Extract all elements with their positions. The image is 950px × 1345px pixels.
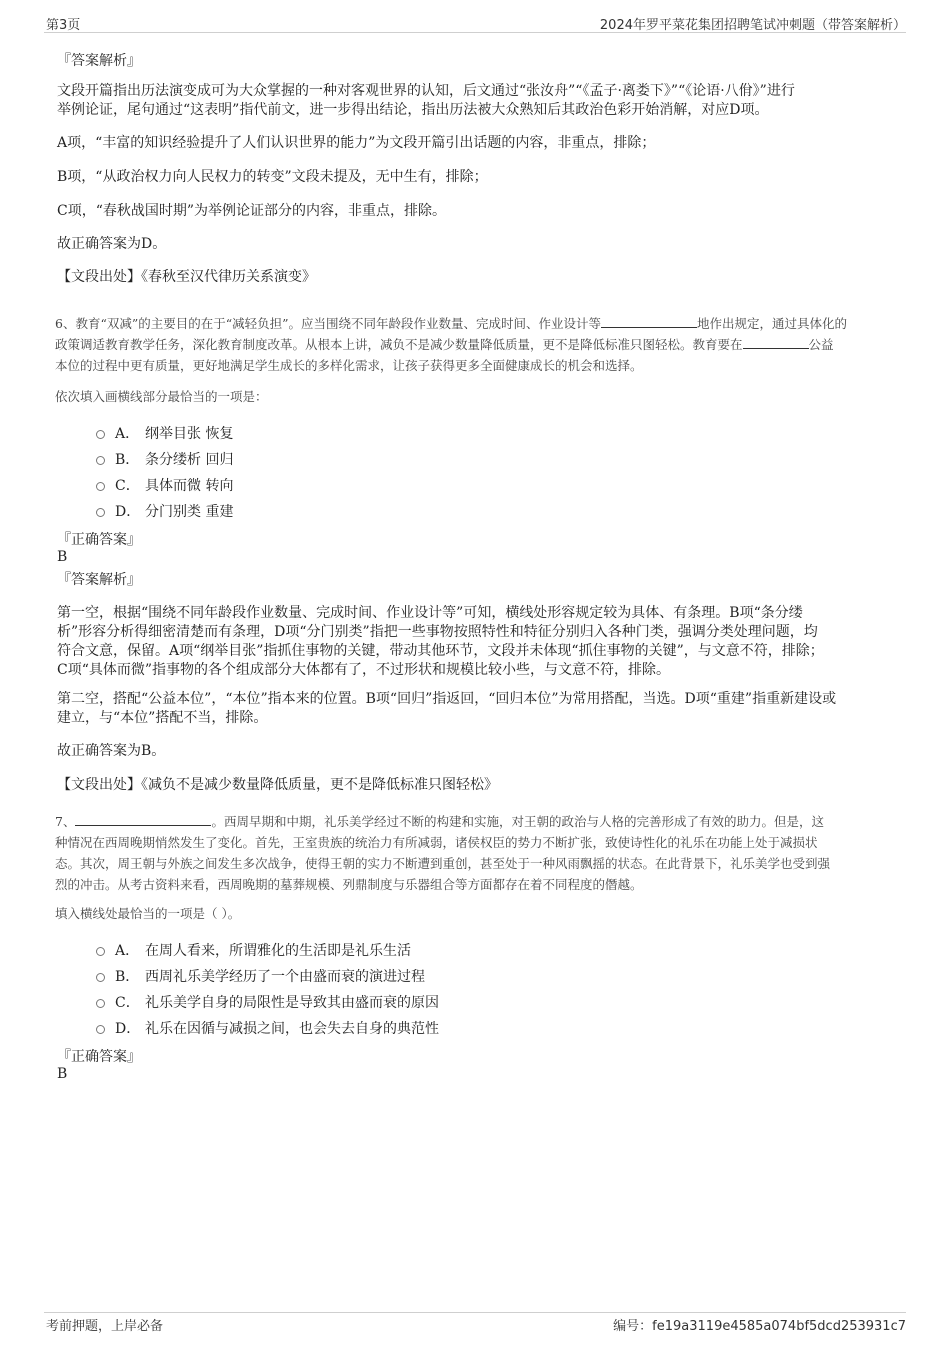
document-id: 编号：fe19a3119e4585a074bf5dcd253931c7 [613, 1319, 906, 1334]
q6-option-a[interactable]: A． 纲举目张 恢复 [96, 423, 233, 443]
page-footer [44, 1312, 906, 1337]
answer-conclusion: 故正确答案为D。 [57, 236, 167, 252]
q7-option-d[interactable]: D． 礼乐在因循与减损之间，也会失去自身的典范性 [96, 1018, 439, 1038]
q7-option-a[interactable]: A． 在周人看来，所谓雅化的生活即是礼乐生活 [96, 940, 411, 960]
correct-answer-label: 『正确答案』 [57, 532, 141, 548]
radio-icon[interactable] [96, 508, 105, 517]
question-7-prompt: 填入横线处最恰当的一项是（ ）。 [55, 906, 241, 921]
source-note: 【文段出处】《春秋至汉代律历关系演变》 [57, 269, 316, 285]
radio-icon[interactable] [96, 482, 105, 491]
radio-icon[interactable] [96, 430, 105, 439]
analysis-paragraph: 第二空，搭配“公益本位”，“本位”指本来的位置。B项“回归”指返回，“回归本位”为常用搭配，当选。D项“重建”指重新建设或 建立，与“本位”搭配不当，排除。 [57, 691, 837, 726]
q6-option-b[interactable]: B． 条分缕析 回归 [96, 449, 233, 469]
analysis-paragraph: 文段开篇指出历法演变成可为大众掌握的一种对客观世界的认知，后文通过“张汝舟”“《孟子·离娄下》”“《论语·八佾》”进行 举例论证，尾句通过“这表明”指代前文，进一步得出结论，指出历法被大众熟知后其政治色彩开始消解，对应D项。 [57, 83, 795, 118]
analysis-paragraph: 第一空，根据“围绕不同年龄段作业数量、完成时间、作业设计等”可知，横线处形容规定较为具体、有条理。B项“条分缕 析”形容分析得细密清楚而有条理，D项“分门别类”指把一些事物按照特性和特征分别归入各种门类，强调分类处理问题，均 符合文意，保留。A项“纲举目张”指抓住事物的关键，带动其他环节，文段并未体现“抓住事物的关键”，与文意不符，排除； C项“具体而微”指事物的各个组成部分大体都有了，不过形状和规模比较小些，与文意不符，排除。 [57, 605, 824, 678]
source-note: 【文段出处】《减负不是减少数量降低质量，更不是降低标准只图轻松》 [57, 777, 498, 793]
footer-slogan: 考前押题，上岸必备 [46, 1319, 164, 1334]
radio-icon[interactable] [96, 973, 105, 982]
q7-option-b[interactable]: B． 西周礼乐美学经历了一个由盛而衰的演进过程 [96, 966, 425, 986]
q6-option-c[interactable]: C． 具体而微 转向 [96, 475, 233, 495]
q6-option-d[interactable]: D． 分门别类 重建 [96, 501, 233, 521]
blank-line [743, 347, 809, 349]
question-6-prompt: 依次填入画横线部分最恰当的一项是： [55, 389, 268, 404]
answer-conclusion: 故正确答案为B。 [57, 743, 166, 759]
document-title: 2024年罗平菜花集团招聘笔试冲刺题（带答案解析） [599, 18, 906, 33]
correct-answer: B [57, 1066, 68, 1082]
analysis-option-c: C项，“春秋战国时期”为举例论证部分的内容，非重点，排除。 [57, 203, 447, 219]
analysis-label: 『答案解析』 [57, 53, 141, 69]
radio-icon[interactable] [96, 947, 105, 956]
correct-answer-label: 『正确答案』 [57, 1049, 141, 1065]
page-number: 第3页 [46, 18, 81, 33]
page-header [44, 12, 906, 33]
analysis-option-a: A项，“丰富的知识经验提升了人们认识世界的能力”为文段开篇引出话题的内容，非重点，排除； [57, 135, 656, 151]
radio-icon[interactable] [96, 999, 105, 1008]
radio-icon[interactable] [96, 456, 105, 465]
blank-line [601, 326, 697, 328]
correct-answer: B [57, 549, 68, 565]
question-7-stem: 7、 。西周早期和中期，礼乐美学经过不断的构建和实施，对王朝的政治与人格的完善形成了有效的助力。但是，这 种情况在西周晚期悄然发生了变化。首先，王室贵族的统治力有所减弱，诸侯权臣的势力不断扩张，致使诗性化的礼乐在功能上处于减损状 态。其次，周王朝与外族之间发生多次战争，使得王朝的实力不断遭到重创，甚至处于一种风雨飘摇的状态。在此背景下，礼乐美学也受到强 烈的冲击。从考古资料来看，西周晚期的墓葬规模、列鼎制度与乐器组合等方面都存在着不同程度的僭越。 [55, 814, 831, 892]
analysis-option-b: B项，“从政治权力向人民权力的转变”文段未提及，无中生有，排除； [57, 169, 488, 185]
question-6-stem: 6、教育“双减”的主要目的在于“减轻负担”。应当围绕不同年龄段作业数量、完成时间、作业设计等 地作出规定，通过具体化的 政策调适教育教学任务，深化教育制度改革。从根本上讲，减负不是减少数量降低质量，更不是降低标准只图轻松。教育要在 公益 本位的过程中更有质量，更好地满足学生成长的多样化需求，让孩子获得更多全面健康成长的机会和选择。 [55, 316, 848, 373]
radio-icon[interactable] [96, 1025, 105, 1034]
q7-option-c[interactable]: C． 礼乐美学自身的局限性是导致其由盛而衰的原因 [96, 992, 439, 1012]
analysis-label: 『答案解析』 [57, 572, 141, 588]
blank-line [75, 824, 211, 826]
